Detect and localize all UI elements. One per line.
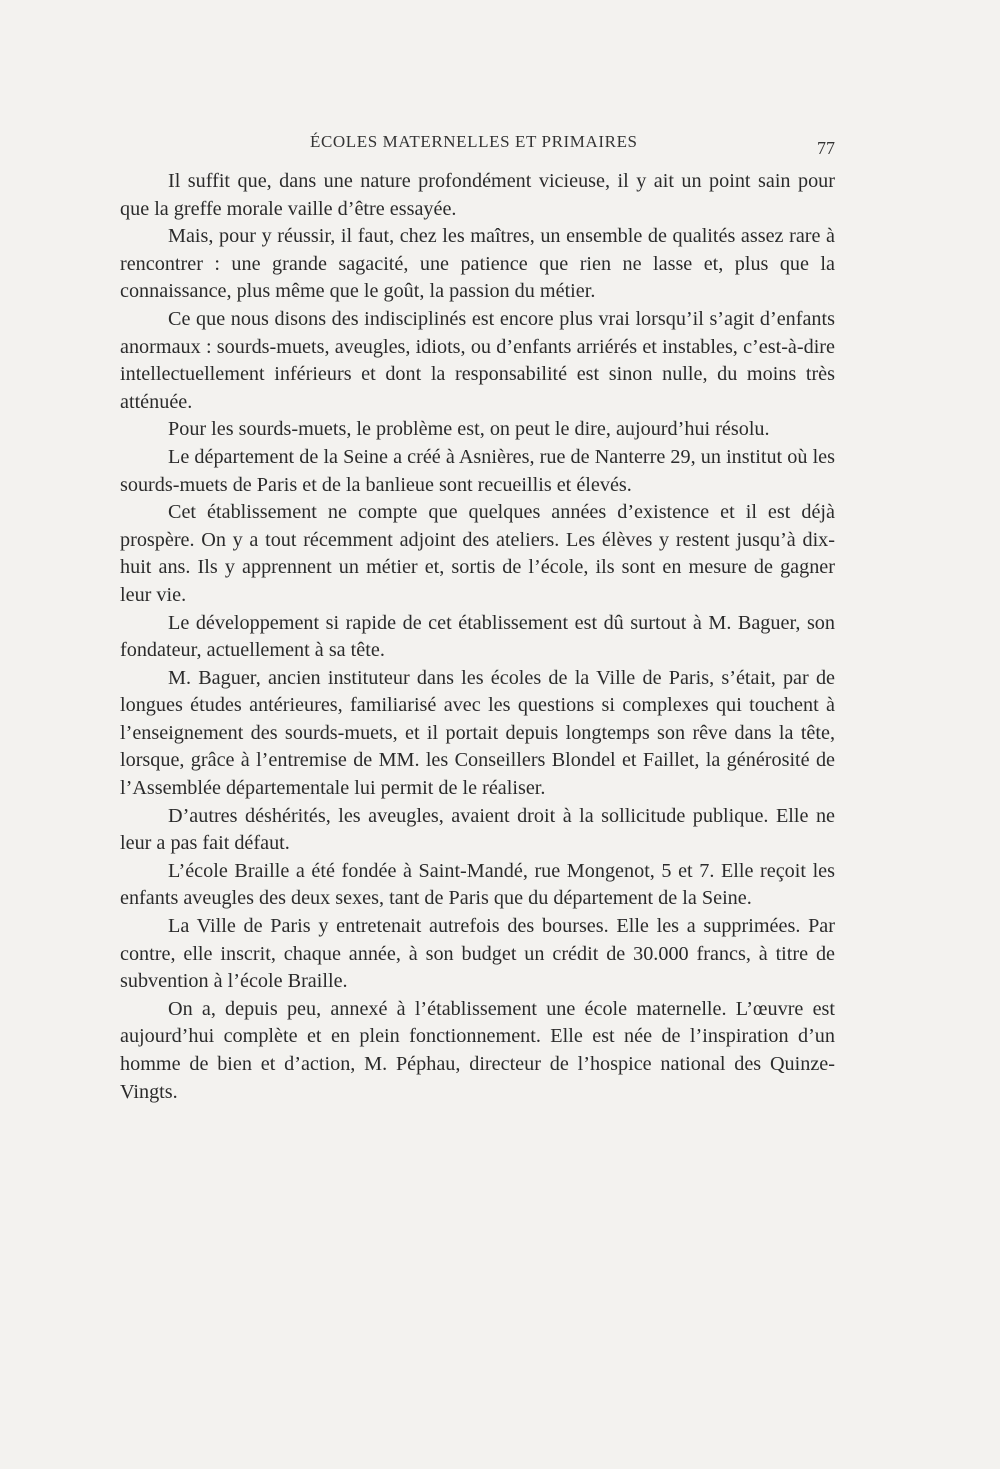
- paragraph-enfants-anormaux: Ce que nous disons des indisciplinés est encore plus vrai lorsqu’il s’agit d’enfants anormaux : sourds-muets, aveugles, idiots, ou d’enfants arriérés et instables, c’est-à-dire intellectuellement inférieurs et dont la responsabilité est sinon nulle, du moins très atténuée.: [120, 307, 835, 413]
- paragraph-ecole-braille: L’école Braille a été fondée à Saint-Mandé, rue Mongenot, 5 et 7. Elle reçoit les enfants aveugles des deux sexes, tant de Paris que du département de la Seine.: [120, 859, 835, 910]
- paragraph-bourses: La Ville de Paris y entretenait autrefois des bourses. Elle les a supprimées. Par contre, elle inscrit, chaque année, à son budget un crédit de 30.000 francs, à titre de subvention à l’école Braille.: [120, 915, 835, 993]
- running-head: [120, 132, 835, 158]
- paragraph-ecole-maternelle: On a, depuis peu, annexé à l’établissement une école maternelle. L’œuvre est aujourd’hui complète et en plein fonctionnement. Elle est née de l’inspiration d’un homme de bien et d’action, M. Péphau, directeur de l’hospice national des Quinze-Vingts.: [120, 997, 835, 1103]
- page-number: 77: [817, 138, 835, 158]
- paragraph-asnieres-institut: Le département de la Seine a créé à Asnières, rue de Nanterre 29, un institut où les sourds-muets de Paris et de la banlieue sont recueillis et élevés.: [120, 445, 835, 496]
- paragraph-etablissement-prospere: Cet établissement ne compte que quelques années d’existence et il est déjà prospère. On y a tout récemment adjoint des ateliers. Les élèves y restent jusqu’à dix-huit ans. Ils y apprennent un métier et, sortis de l’école, ils sont en mesure de gagner leur vie.: [120, 501, 835, 606]
- running-title: ÉCOLES MATERNELLES ET PRIMAIRES: [310, 132, 638, 151]
- paragraph-m-baguer: M. Baguer, ancien instituteur dans les écoles de la Ville de Paris, s’était, par de longues études antérieures, familiarisé avec les questions si complexes qui touchent à l’enseignement des sourds-muets, et il portait depuis longtemps son rêve dans la tête, lorsque, grâce à l’entremise de MM. les Conseillers Blondel et Faillet, la générosité de l’Assemblée départementale lui permit de le réaliser.: [120, 666, 835, 800]
- body-text: [120, 168, 835, 1106]
- paragraph-developpement: Le développement si rapide de cet établissement est dû surtout à M. Baguer, son fondateur, actuellement à sa tête.: [120, 611, 835, 662]
- paragraph-qualites-maitres: Mais, pour y réussir, il faut, chez les maîtres, un ensemble de qualités assez rare à rencontrer : une grande sagacité, une patience que rien ne lasse et, plus que la connaissance, plus même que le goût, la passion du métier.: [120, 225, 835, 303]
- paragraph-aveugles: D’autres déshérités, les aveugles, avaient droit à la sollicitude publique. Elle ne leur a pas fait défaut.: [120, 804, 835, 855]
- paragraph-sourds-muets: Pour les sourds-muets, le problème est, on peut le dire, aujourd’hui résolu.: [168, 418, 770, 441]
- paragraph-greffe-morale: Il suffit que, dans une nature profondément vicieuse, il y ait un point sain pour que la greffe morale vaille d’être essayée.: [120, 170, 835, 220]
